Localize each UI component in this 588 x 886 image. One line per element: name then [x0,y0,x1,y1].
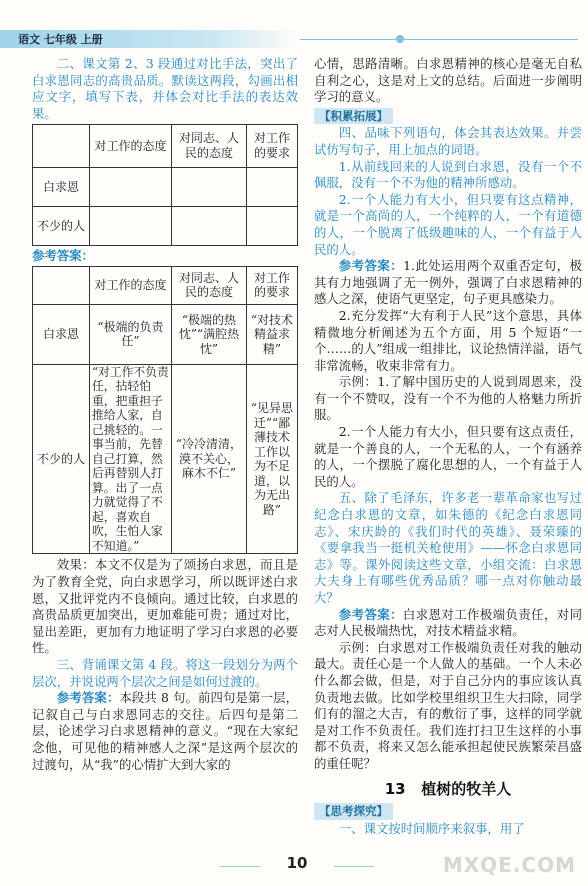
page-number: 10 [286,854,308,872]
table-cell [247,168,298,207]
table-cell [172,168,247,207]
answer-5 [314,607,582,640]
answer-label: 参考答案： [56,690,120,706]
question-4: 四、品味下列语句，体会其表达效果。并尝试仿写句子，用上加点的词语。 [314,125,582,157]
table-cell [247,207,298,246]
right-column [314,56,582,837]
book-title: 语文 七年级 上册 [18,33,103,46]
example-1: 示例：1.了解中国历史的人说到周恩来，没有一个不赞叹，没有一个不为他的人格魅力所折服。 [314,374,582,423]
question-3: 三、背诵课文第 4 段。将这一段划分为两个层次，并说说两个层次之间是如何过渡的。 [32,657,298,689]
example-2: 2.一个人能力有大小，但只要有这点责任，就是一个善良的人，一个无私的人，一个有涵养的人，一个摆脱了腐化思想的人，一个有益于人民的人。 [314,424,582,489]
answer-5-text: 白求恩对工作极端负责任，对同志对人民极端热忱，对技术精益求精。 [314,606,583,639]
page-header [0,30,300,48]
row-label: 白求恩 [33,168,90,207]
table-cell: “见异思迁”“鄙薄技术工作以为不足道，以为无出路” [247,364,298,554]
answer-4-2: 2.充分发挥“大有利于人民”这个意思，具体精微地分析阐述为五个方面，用 5 个短语“一个……的人”组成一组排比，议论热情洋溢，语气非常流畅，收束非常有力。 [314,307,582,373]
table-cell [90,207,172,246]
sentence-2: 2.一个人能力有大小，但只要有这点精神，就是一个高尚的人，一个纯粹的人，一个有道德的人，一个脱离了低级趣味的人，一个有益于人民的人。 [314,191,582,257]
table-cell [172,207,247,246]
table-cell: “冷冷清清，漠不关心，麻木不仁” [172,364,247,554]
table-cell: “对技术精益求精” [247,304,298,364]
row-label: 不少的人 [33,207,90,246]
answer-table [32,266,298,555]
answer-label: 参考答案： [338,606,403,622]
answer-4-1-text: 1.此处运用两个双重否定句，极其有力地强调了无一例外，强调了白求恩精神的感人之深，使语气更坚定，句子更具感染力。 [314,258,583,307]
answer-3-text: 本段共 8 句。前四句是第一层，记叙自己与白求恩同志的交往。后四句是第二层，论述学习白求恩精神的意义。“现在大家纪念他，可见他的精神感人之深”是这两个层次的过渡句，从“我”的心情扩大到大家的 [32,690,299,772]
table-corner [33,125,90,168]
answer-3 [32,690,298,773]
table-cell [90,168,172,207]
section-tag-accumulate: 【积累拓展】 [314,108,393,125]
header-dot-icon [396,35,404,43]
answer-label: 参考答案： [32,248,94,264]
lesson-heading [314,781,582,798]
row-label: 白求恩 [33,304,90,364]
answer-label: 参考答案： [338,258,404,274]
left-column [32,56,298,773]
row-label: 不少的人 [33,364,90,554]
example-5: 示例：白求恩对工作极端负责任对我的触动最大。责任心是一个人做人的基础。一个人未必什么都会做，但是，对于自己分内的事应该认真负责地去做。比如学校里组织卫生大扫除，同学们有的溜之大吉，有的敷衍了事，这样的同学就是对工作不负责任。我们连打扫卫生这样的小事都不负责，将来又怎么能承担起使民族繁荣昌盛的重任呢？ [314,639,582,771]
question-2: 二、课文第 2、3 段通过对比手法，突出了白求恩同志的高贵品质。默读这两段，勾画出相应文字，填写下表，并体会对比手法的表达效果。 [32,56,298,121]
effect-text: 效果：本文不仅是为了颂扬白求恩，而且是为了教育全党，向白求恩学习，所以既评述白求恩，又批评党内不良倾向。通过比较，白求恩的高贵品质更加突出，更加难能可贵；通过对比，显出差距，更加有力地证明了学习白求恩的必要性。 [32,557,298,656]
table-cell: “极端的热忱”“满腔热忱” [172,304,247,364]
continuation-text: 心情，思路清晰。白求恩精神的核心是毫无自私自利之心，这是对上文的总结。后面进一步阐明学习的意义。 [314,56,582,105]
table-header: 对同志、人民的态度 [172,125,247,168]
table-header: 对工作的要求 [247,266,298,304]
sentence-1: 1.从前线回来的人说到白求恩，没有一个不佩服，没有一个不为他的精神所感动。 [314,158,582,191]
footer-rule-right [334,866,374,867]
table-cell: “极端的负责任” [90,304,172,364]
table-header: 对工作的要求 [247,125,298,168]
table-corner [33,266,90,304]
table-header: 对工作的态度 [90,266,172,304]
table-cell: “对工作不负责任，拈轻怕重，把重担子推给人家，自己挑轻的。一事当前，先替自己打算，然后再替别人打算。出了一点力就觉得了不起，喜欢自吹，生怕人家不知道。” [90,364,172,554]
question-last: 一、课文按时间顺序来叙事，用了 [338,820,525,836]
section-tag-think: 【思考探究】 [314,803,393,820]
question-5: 五、除了毛泽东，许多老一辈革命家也写过纪念白求恩的文章，如朱德的《纪念白求恩同志》、宋庆龄的《我们时代的英雄》、聂荣臻的《要拿我当一挺机关枪使用》——怀念白求恩同志》等。课外阅读这些文章，小组交流：白求恩大夫身上有哪些优秀品质？哪一点对你触动最大？ [314,490,582,605]
table-header: 对同志、人民的态度 [172,266,247,304]
table-header: 对工作的态度 [90,125,172,168]
answer-4-1 [314,258,582,308]
fill-table [32,124,298,246]
header-rule [300,39,578,40]
watermark-logo: MXQE.COM [442,853,576,877]
lesson-number: 13 [384,779,406,798]
lesson-title: 植树的牧羊人 [421,779,512,798]
footer-rule-left [220,866,260,867]
